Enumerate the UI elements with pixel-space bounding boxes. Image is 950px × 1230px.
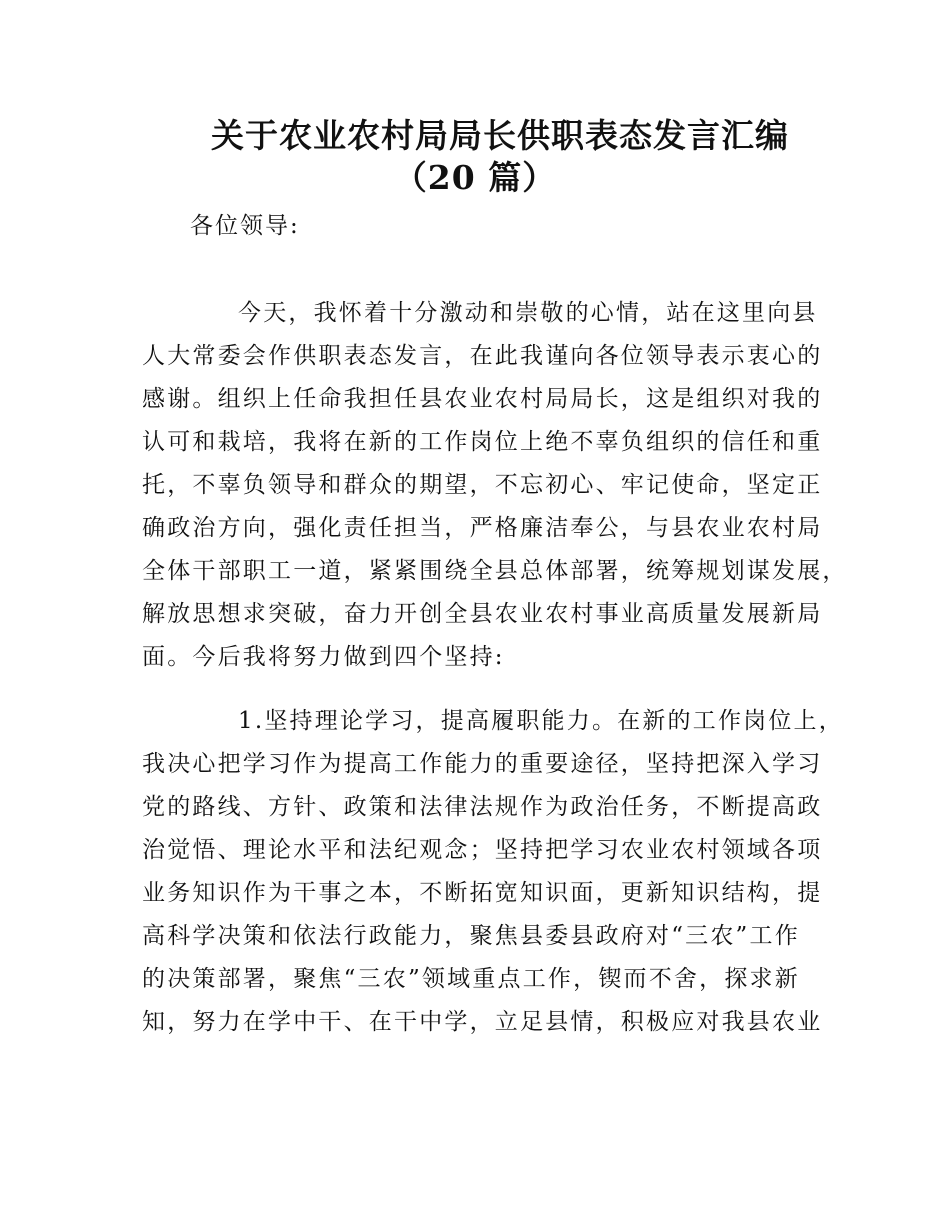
paragraph-intro [142,292,848,679]
paragraph-line: 的决策部署，聚焦“三农”领域重点工作，锲而不舍，探求新 [142,966,800,992]
paragraph-line: 治觉悟、理论水平和法纪观念；坚持把学习农业农村领域各项 [142,837,823,863]
paragraph-line: 高科学决策和依法行政能力，聚焦县委县政府对“三农”工作 [142,923,800,949]
paragraph-line: 全体干部职工一道，紧紧围绕全县总体部署，统筹规划谋发展， [142,558,848,584]
paragraph-line: 感谢。组织上任命我担任县农业农村局局长，这是组织对我的 [142,386,823,412]
paragraph-line: 今天，我怀着十分激动和崇敬的心情，站在这里向县 [238,300,818,326]
salutation: 各位领导: [190,213,300,239]
paragraph-line: 面。今后我将努力做到四个坚持: [142,644,505,670]
paragraph-point-1 [142,700,844,1044]
paragraph-line: 解放思想求突破，奋力开创全县农业农村事业高质量发展新局 [142,601,823,627]
paragraph-line: 知，努力在学中干、在干中学，立足县情，积极应对我县农业 [142,1009,823,1035]
document-title-count: （20 篇） [393,158,557,197]
paragraph-line: 人大常委会作供职表态发言，在此我谨向各位领导表示衷心的 [142,343,823,369]
paragraph-line: 1.坚持理论学习，提高履职能力。在新的工作岗位上， [238,708,844,734]
paragraph-line: 业务知识作为干事之本，不断拓宽知识面，更新知识结构，提 [142,880,823,906]
paragraph-line: 认可和栽培，我将在新的工作岗位上绝不辜负组织的信任和重 [142,429,823,455]
paragraph-line: 党的路线、方针、政策和法律法规作为政治任务，不断提高政 [142,794,823,820]
paragraph-line: 确政治方向，强化责任担当，严格廉洁奉公，与县农业农村局 [142,515,823,541]
document-title: 关于农业农村局局长供职表态发言汇编 [211,116,789,155]
paragraph-line: 托，不辜负领导和群众的期望，不忘初心、牢记使命，坚定正 [142,472,823,498]
paragraph-line: 我决心把学习作为提高工作能力的重要途径，坚持把深入学习 [142,751,823,777]
